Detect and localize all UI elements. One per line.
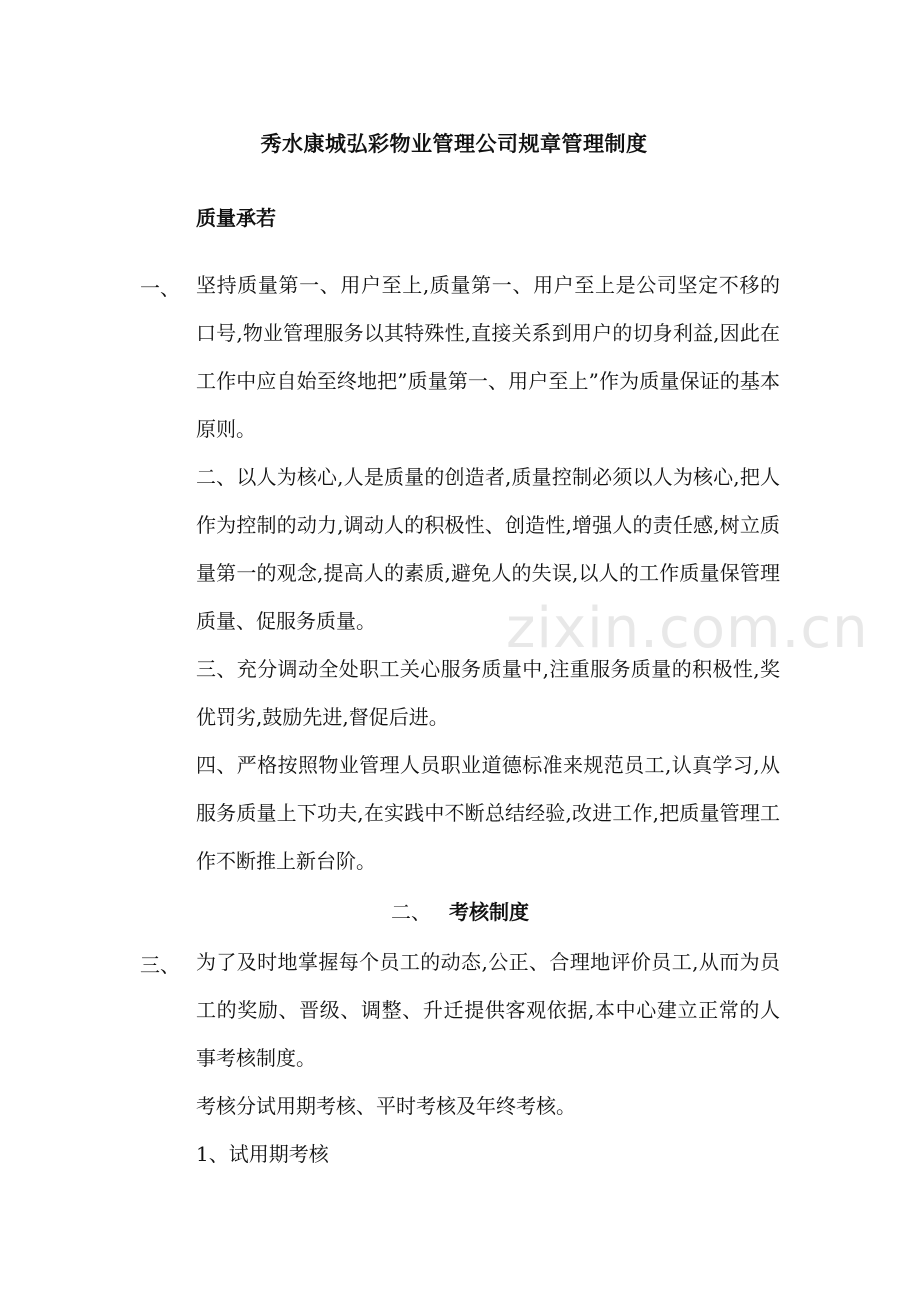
section-subtitle: 质量承若 [196, 206, 276, 230]
list-marker: 三、 [140, 953, 180, 977]
section-heading [0, 896, 920, 925]
section-title: 考核制度 [449, 900, 529, 924]
paragraph-motivate-staff: 三、充分调动全处职工关心服务质量中,注重服务质量的积极性,奖优罚劣,鼓励先进,督促后进。 [196, 657, 780, 729]
paragraph-probation-heading: 1、试用期考核 [196, 1142, 329, 1166]
document-title: 秀水康城弘彩物业管理公司规章管理制度 [260, 131, 648, 156]
paragraph-people-core: 二、以人为核心,人是质量的创造者,质量控制必须以人为核心,把人作为控制的动力,调动人的积极性、创造性,增强人的责任感,树立质量第一的观念,提高人的素质,避免人的失误,以人的工作质量保管理质量、促服务质量。 [196, 465, 780, 633]
paragraph-ethics-standard: 四、严格按照物业管理人员职业道德标准来规范员工,认真学习,从服务质量上下功夫,在实践中不断总结经验,改进工作,把质量管理工作不断推上新台阶。 [196, 753, 780, 873]
watermark: zixin.com.cn [506, 596, 869, 661]
paragraph-assessment-intro: 为了及时地掌握每个员工的动态,公正、合理地评价员工,从而为员工的奖励、晋级、调整、升迁提供客观依据,本中心建立正常的人事考核制度。 [196, 950, 780, 1070]
list-marker: 一、 [140, 276, 180, 300]
section-number: 二、 [391, 900, 431, 924]
paragraph-assessment-types: 考核分试用期考核、平时考核及年终考核。 [196, 1094, 576, 1118]
paragraph-quality-first: 坚持质量第一、用户至上,质量第一、用户至上是公司坚定不移的口号,物业管理服务以其特殊性,直接关系到用户的切身利益,因此在工作中应自始至终地把”质量第一、用户至上”作为质量保证的基本原则。 [196, 273, 780, 441]
